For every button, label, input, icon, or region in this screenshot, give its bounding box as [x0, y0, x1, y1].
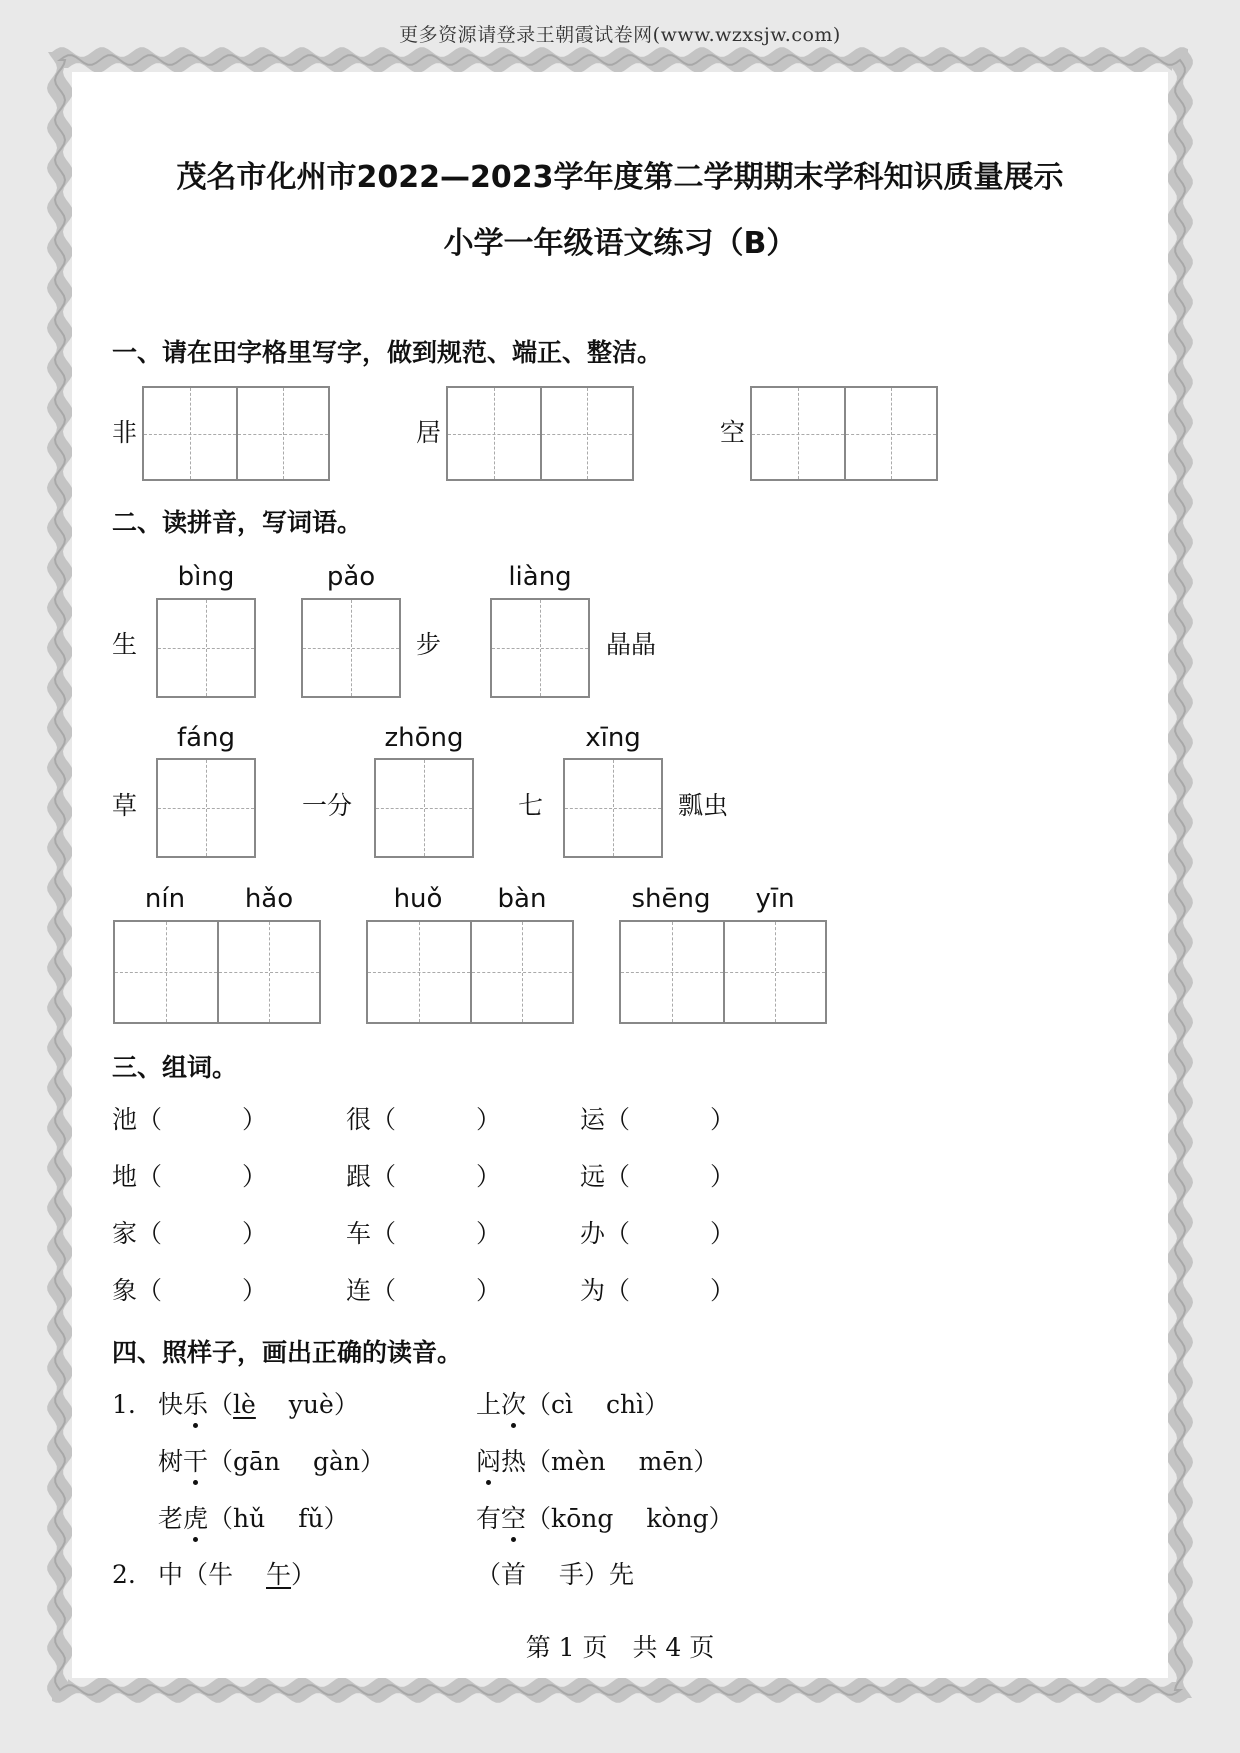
- pinyin-label: yīn: [755, 884, 795, 914]
- word-char: 家: [112, 1219, 138, 1248]
- word-formation-item[interactable]: [580, 1217, 735, 1251]
- word-formation-item[interactable]: [346, 1217, 501, 1251]
- tianzige-box[interactable]: [374, 758, 474, 858]
- word-formation-item[interactable]: [580, 1160, 735, 1194]
- paren-open: （: [137, 1219, 163, 1248]
- paren-open: （: [371, 1162, 397, 1191]
- paren-open: （: [371, 1219, 397, 1248]
- paren-close: ）: [476, 1162, 502, 1191]
- word-char: 连: [346, 1276, 372, 1305]
- pinyin-option[interactable]: hǔ: [233, 1504, 266, 1533]
- word-formation-item[interactable]: [112, 1160, 267, 1194]
- paren-close: ）: [710, 1276, 736, 1305]
- tianzige-box[interactable]: [490, 598, 590, 698]
- word-part: 晶晶: [606, 630, 657, 659]
- pronunciation-item: 闷热（mèn mēn）: [476, 1445, 718, 1479]
- option-underlined[interactable]: 午: [266, 1560, 292, 1589]
- paren-open: （: [137, 1105, 163, 1134]
- tianzige-box[interactable]: [301, 598, 401, 698]
- word-part: 草: [112, 791, 138, 820]
- pinyin-label: zhōng: [384, 723, 464, 753]
- question-number: 1.: [112, 1390, 136, 1419]
- tianzige-box[interactable]: [156, 598, 256, 698]
- word-formation-item[interactable]: [346, 1274, 501, 1308]
- word-char: 地: [112, 1162, 138, 1191]
- word-char: 闷: [476, 1445, 501, 1479]
- paren-open: （: [371, 1105, 397, 1134]
- word-char: 车: [346, 1219, 372, 1248]
- word-part: 一分: [302, 791, 353, 820]
- word-part: 步: [416, 630, 442, 659]
- paren-open: （: [605, 1276, 631, 1305]
- word-part: 七: [518, 791, 544, 820]
- word-formation-item[interactable]: [112, 1217, 267, 1251]
- word-char: 象: [112, 1276, 138, 1305]
- pinyin-option[interactable]: kòng: [646, 1504, 709, 1533]
- word-char: 先: [609, 1560, 635, 1589]
- char-choice-left: 中（牛 午）: [158, 1560, 317, 1589]
- paren-close: ）: [476, 1276, 502, 1305]
- char-choice-right: （首 手）先: [476, 1560, 635, 1589]
- paren-open: （: [137, 1276, 163, 1305]
- word-formation-item[interactable]: [580, 1274, 735, 1308]
- pinyin-label: nín: [144, 884, 186, 914]
- paren-open: （: [371, 1276, 397, 1305]
- tianzige-grid-1[interactable]: [142, 386, 330, 481]
- pinyin-option[interactable]: chì: [606, 1390, 645, 1419]
- pinyin-label: bàn: [497, 884, 547, 914]
- pinyin-option[interactable]: yuè: [288, 1390, 334, 1419]
- pinyin-label: bìng: [177, 562, 235, 592]
- paren-close: ）: [476, 1105, 502, 1134]
- pronunciation-item: 有空（kōng kòng）: [476, 1502, 734, 1536]
- pronunciation-item: 快乐（lè yuè）: [158, 1388, 359, 1422]
- word-formation-item[interactable]: [346, 1103, 501, 1137]
- section1-heading: 一、请在田字格里写字，做到规范、端正、整洁。: [112, 338, 663, 367]
- pinyin-label: pǎo: [326, 562, 376, 592]
- word-char: 虎: [183, 1502, 208, 1536]
- pinyin-label: hǎo: [244, 884, 294, 914]
- pinyin-label: fáng: [176, 723, 236, 753]
- word-char: 树: [158, 1447, 184, 1476]
- option[interactable]: 首: [501, 1560, 527, 1589]
- page-title: 茂名市化州市2022—2023学年度第二学期期末学科知识质量展示: [176, 160, 1064, 195]
- paren-close: ）: [242, 1219, 268, 1248]
- word-char: 为: [580, 1276, 606, 1305]
- word-char: 乐: [183, 1388, 208, 1422]
- word-char: 运: [580, 1105, 606, 1134]
- word-char: 池: [112, 1105, 138, 1134]
- word-char: 有: [476, 1504, 502, 1533]
- section4-heading: 四、照样子，画出正确的读音。: [112, 1338, 463, 1367]
- tianzige-box[interactable]: [563, 758, 663, 858]
- pinyin-label: shēng: [631, 884, 711, 914]
- word-part: 生: [112, 630, 138, 659]
- tianzige-grid-double[interactable]: [366, 920, 574, 1024]
- pronunciation-item: 老虎（hǔ fǔ）: [158, 1502, 349, 1536]
- paren-close: ）: [476, 1219, 502, 1248]
- pinyin-option[interactable]: gàn: [313, 1447, 361, 1476]
- word-char: 次: [501, 1388, 526, 1422]
- paren-close: ）: [710, 1219, 736, 1248]
- pinyin-option[interactable]: gān: [233, 1447, 281, 1476]
- pronunciation-item: 上次（cì chì）: [476, 1388, 669, 1422]
- word-part: 瓢虫: [678, 791, 729, 820]
- word-char: 办: [580, 1219, 606, 1248]
- pinyin-label: liàng: [508, 562, 572, 592]
- paren-close: ）: [710, 1105, 736, 1134]
- paren-close: ）: [242, 1276, 268, 1305]
- paren-open: （: [605, 1219, 631, 1248]
- option[interactable]: 牛: [208, 1560, 234, 1589]
- word-formation-item[interactable]: [112, 1103, 267, 1137]
- header-note: 更多资源请登录王朝霞试卷网(www.wzxsjw.com): [399, 24, 841, 46]
- tianzige-grid-3[interactable]: [750, 386, 938, 481]
- word-char: 老: [158, 1504, 184, 1533]
- word-char: 远: [580, 1162, 606, 1191]
- word-char: 热: [501, 1447, 527, 1476]
- page-footer: 第 1 页 共 4 页: [525, 1633, 715, 1662]
- section2-heading: 二、读拼音，写词语。: [112, 508, 363, 537]
- pronunciation-item: 树干（gān gàn）: [158, 1445, 385, 1479]
- option[interactable]: 手: [558, 1560, 584, 1589]
- pinyin-label: huǒ: [393, 884, 443, 914]
- tianzige-grid-2[interactable]: [446, 386, 634, 481]
- word-char: 干: [183, 1445, 208, 1479]
- word-char: 上: [476, 1390, 502, 1419]
- tianzige-grid-double[interactable]: [619, 920, 827, 1024]
- word-char: 快: [158, 1390, 184, 1419]
- pinyin-option[interactable]: cì: [551, 1390, 574, 1419]
- sec1-char-3: 空: [720, 418, 746, 447]
- word-char: 中: [158, 1560, 184, 1589]
- pinyin-option[interactable]: lè: [233, 1390, 256, 1419]
- paren-open: （: [605, 1105, 631, 1134]
- pinyin-option[interactable]: mēn: [638, 1447, 694, 1476]
- sec1-char-1: 非: [112, 418, 138, 447]
- pinyin-option[interactable]: mèn: [551, 1447, 606, 1476]
- word-formation-item[interactable]: [112, 1274, 267, 1308]
- word-char: 空: [501, 1502, 526, 1536]
- pinyin-label: xīng: [585, 723, 641, 753]
- word-char: 很: [346, 1105, 372, 1134]
- section3-heading: 三、组词。: [112, 1053, 238, 1082]
- tianzige-box[interactable]: [156, 758, 256, 858]
- tianzige-grid-double[interactable]: [113, 920, 321, 1024]
- word-char: 跟: [346, 1162, 372, 1191]
- paper-sheet: [72, 72, 1168, 1678]
- pinyin-option[interactable]: kōng: [551, 1504, 614, 1533]
- word-formation-item[interactable]: [580, 1103, 735, 1137]
- question-number: 2.: [112, 1560, 136, 1589]
- word-formation-item[interactable]: [346, 1160, 501, 1194]
- paren-open: （: [605, 1162, 631, 1191]
- pinyin-option[interactable]: fǔ: [298, 1504, 324, 1533]
- sec1-char-2: 居: [416, 418, 442, 447]
- paren-close: ）: [242, 1105, 268, 1134]
- paren-close: ）: [242, 1162, 268, 1191]
- paren-open: （: [137, 1162, 163, 1191]
- page-subtitle: 小学一年级语文练习（B）: [443, 226, 797, 261]
- paren-close: ）: [710, 1162, 736, 1191]
